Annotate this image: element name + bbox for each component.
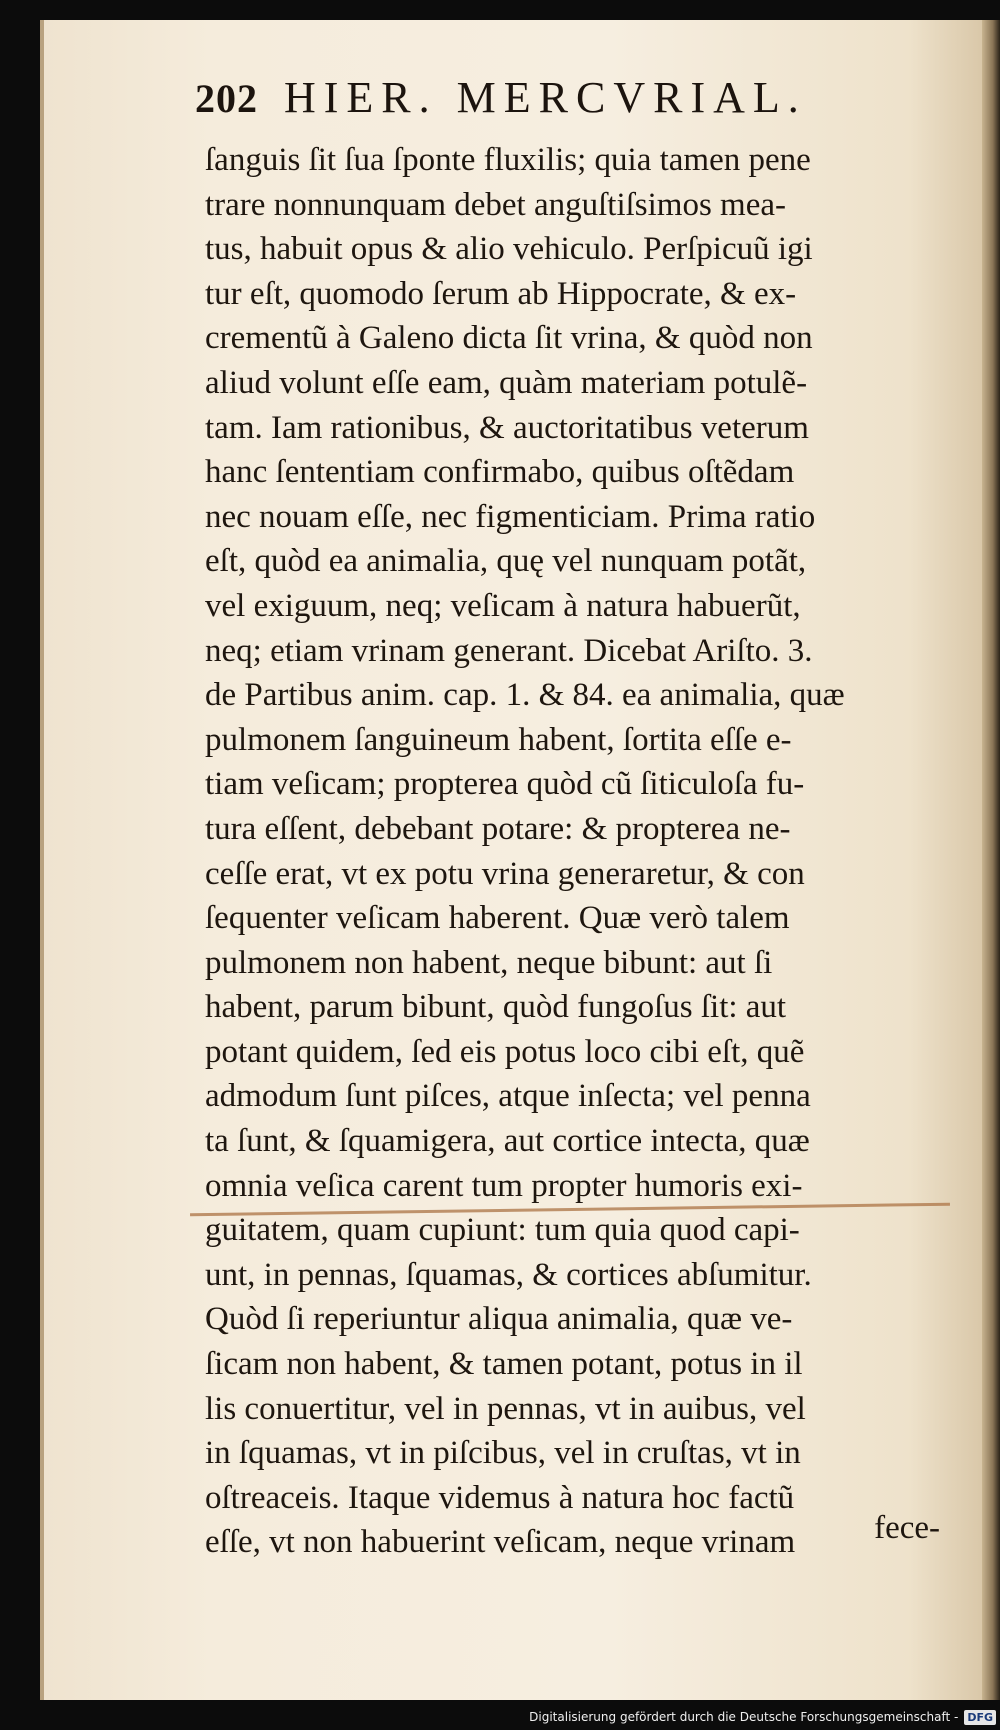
digitization-footer (529, 1704, 1000, 1730)
page-edge (982, 20, 1000, 1700)
text-line: ſicam non habent, & tamen potant, potus in il (205, 1346, 803, 1383)
text-line: neq; etiam vrinam generant. Dicebat Ariſto. 3. (205, 632, 813, 669)
text-line: lis conuertitur, vel in pennas, vt in auibus, vel (205, 1390, 806, 1427)
text-line: tur eſt, quomodo ſerum ab Hippocrate, & ex- (205, 275, 797, 312)
text-line: hanc ſententiam confirmabo, quibus oſtẽdam (205, 454, 795, 491)
text-line: eſſe, vt non habuerint veſicam, neque vrinam (205, 1524, 796, 1561)
text-line: nec nouam eſſe, nec figmenticiam. Prima ratio (205, 498, 816, 535)
page-header (195, 72, 955, 122)
text-line: unt, in pennas, ſquamas, & cortices abſumitur. (205, 1256, 812, 1293)
text-line: tus, habuit opus & alio vehiculo. Perſpicuũ igi (205, 231, 813, 268)
digitization-note: Digitalisierung gefördert durch die Deutsche Forschungsgemeinschaft - (529, 1710, 959, 1724)
text-line: omnia veſica carent tum propter humoris exi- (205, 1167, 803, 1204)
text-line: trare nonnunquam debet anguſtiſsimos mea- (205, 186, 787, 223)
body-text (205, 138, 945, 1565)
text-line: ta ſunt, & ſquamigera, aut cortice intecta, quæ (205, 1123, 810, 1160)
text-line: Quòd ſi reperiuntur aliqua animalia, quæ ve- (205, 1301, 793, 1338)
text-line: guitatem, quam cupiunt: tum quia quod capi- (205, 1212, 800, 1249)
catchword: fece- (874, 1510, 940, 1546)
text-line: pulmonem ſanguineum habent, ſortita eſſe e- (205, 721, 792, 758)
text-line: tiam veſicam; propterea quòd cũ ſiticuloſa fu- (205, 766, 805, 803)
text-line: tam. Iam rationibus, & auctoritatibus veterum (205, 409, 809, 446)
text-line: de Partibus anim. cap. 1. & 84. ea animalia, quæ (205, 677, 845, 714)
text-line: aliud volunt eſſe eam, quàm materiam potulẽ- (205, 364, 808, 401)
dfg-logo: DFG (964, 1710, 996, 1725)
text-line: in ſquamas, vt in piſcibus, vel in cruſtas, vt in (205, 1435, 801, 1472)
text-line: eſt, quòd ea animalia, quę vel nunquam potãt, (205, 543, 807, 580)
text-line: crementũ à Galeno dicta ſit vrina, & quòd non (205, 320, 813, 357)
text-line: vel exiguum, neq; veſicam à natura habuerũt, (205, 587, 801, 624)
text-line: tura eſſent, debebant potare: & propterea ne- (205, 810, 791, 847)
text-line: pulmonem non habent, neque bibunt: aut ſi (205, 944, 773, 981)
text-line: ceſſe erat, vt ex potu vrina generaretur, & con (205, 855, 805, 892)
text-line: ſanguis ſit ſua ſponte fluxilis; quia tamen pene (205, 142, 811, 178)
text-line: potant quidem, ſed eis potus loco cibi eſt, quẽ (205, 1033, 805, 1070)
text-line: oſtreaceis. Itaque videmus à natura hoc factũ (205, 1479, 795, 1516)
page-number: 202 (195, 76, 258, 121)
text-line: ſequenter veſicam haberent. Quæ verò talem (205, 900, 790, 937)
running-head: HIER. MERCVRIAL. (284, 73, 807, 122)
text-line: admodum ſunt piſces, atque inſecta; vel penna (205, 1078, 811, 1115)
text-line: habent, parum bibunt, quòd fungoſus ſit: aut (205, 989, 787, 1026)
